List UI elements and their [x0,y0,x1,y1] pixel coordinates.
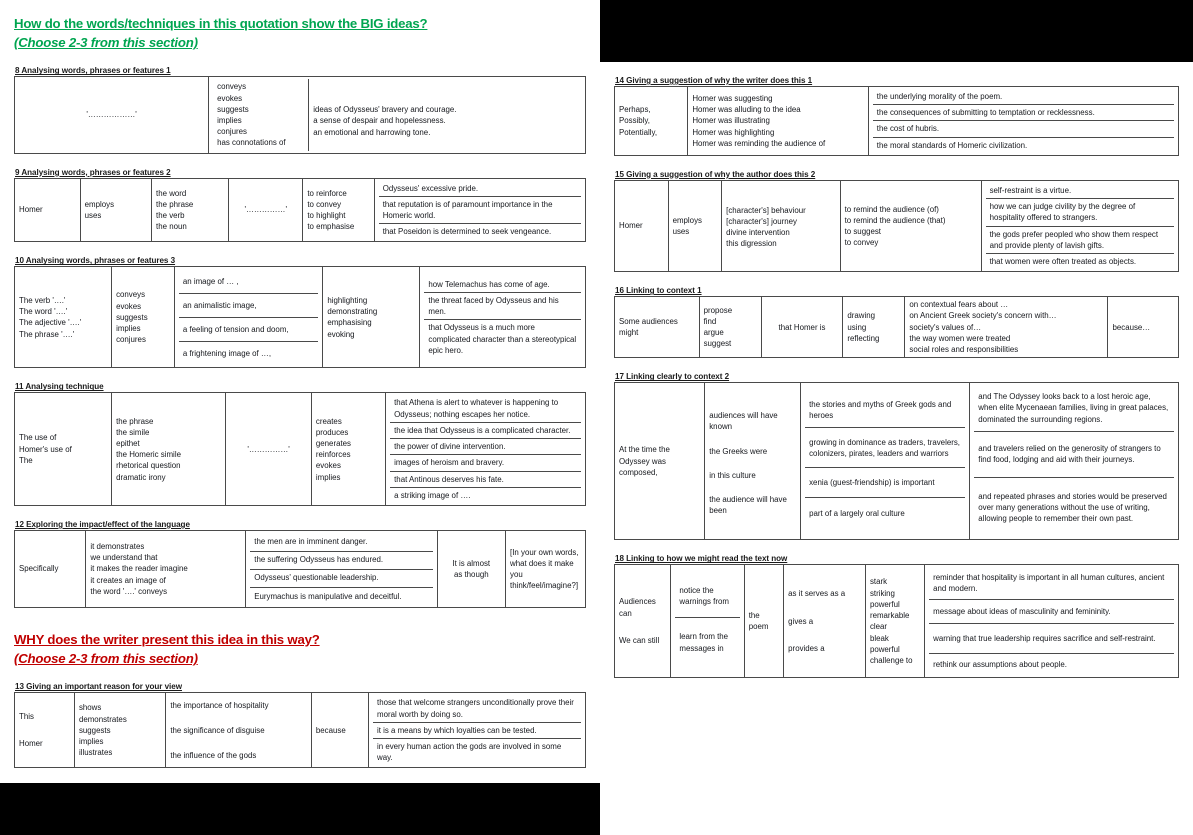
list-item: and travelers relied on the generosity of strangers to find food, lodging and aid with their journeys. [974,431,1174,477]
list-item: to convey [844,238,879,248]
cell-14-ideas [868,87,1178,156]
cell-16-that-homer-is: that Homer is [761,297,843,358]
list-item: message about ideas of masculinity and femininity. [929,599,1174,623]
list-item: reinforces [315,450,351,460]
list-item: implies [116,324,141,334]
list-item: the importance of hospitality [170,700,269,710]
table-caption-18: 18 Linking to how we might read the text now [615,554,788,564]
list-item: provides a [788,643,825,653]
list-item: a sense of despair and hopelessness. [313,116,446,126]
cell-9-verbs [80,178,151,242]
cell-15-devices [722,180,840,271]
section-heading-big-ideas-line1: How do the words/techniques in this quotation show the BIG ideas? [14,16,428,31]
list-item: the audience will have been [709,495,787,516]
list-item: to emphasise [307,222,355,232]
list-item: implies [315,472,341,482]
list-item: this digression [726,239,777,249]
list-item: on Ancient Greek society's concern with… [909,311,1057,321]
list-item: an animalistic image, [179,293,318,317]
table-16 [614,296,1179,358]
table-18 [614,564,1179,678]
cell-17-clauses [705,383,801,540]
cell-9-ideas [374,178,585,242]
table-caption-10: 10 Analysing words, phrases or features 3 [15,256,176,266]
cell-11-subject [15,393,112,506]
list-item: powerful [869,644,900,654]
list-item: Audiences can [619,597,656,618]
list-item: as it serves as a [788,589,846,599]
cell-17-facts [801,383,970,540]
cell-12-prompt [506,531,586,608]
list-item: we understand that [90,553,158,563]
list-item: notice the warnings from [675,575,739,617]
list-item: to remind the audience (that) [844,215,946,225]
list-item: that Poseidon is determined to seek vengeance. [379,224,581,240]
table-row [15,693,586,768]
table-10 [14,266,586,368]
list-item: learn from the messages in [675,617,739,667]
cell-12-effects [246,531,437,608]
cell-15-ideas [981,180,1178,271]
list-item: argue [703,328,724,338]
cell-13-because: because [311,693,368,768]
table-row [15,531,586,608]
list-item: images of heroism and bravery. [390,455,581,471]
list-item: The use of [19,433,57,443]
list-item: clear [869,622,888,632]
list-item: stark [869,577,888,587]
table-row [615,87,1179,156]
list-item: the way women were treated [909,333,1011,343]
table-row [15,178,586,242]
table-18-verbs-inner [675,575,739,667]
document-page-left [0,0,600,783]
table-caption-17: 17 Linking clearly to context 2 [615,372,730,382]
list-item: that Antinous deserves his fate. [390,471,581,487]
list-item: that Athena is alert to whatever is happening to Odysseus; nothing escapes her notice. [390,395,581,422]
list-item: an image of … , [179,269,318,293]
list-item: the idea that Odysseus is a complicated character. [390,422,581,438]
list-item: The verb '….' [19,296,66,306]
list-item: evoking [327,329,355,339]
cell-10-subject [15,267,112,368]
cell-9-subject: Homer [15,178,81,242]
list-item: the simile [116,427,150,437]
list-item: what does it make you [510,558,574,579]
cell-10-images [174,267,322,368]
list-item: how we can judge civility by the degree of hospitality offered to strangers. [986,199,1174,226]
table-17-facts-inner [805,393,965,530]
table-13-inner [373,695,581,765]
table-caption-11: 11 Analysing technique [15,382,104,392]
list-item: it demonstrates [90,541,145,551]
list-item: The word '….' [19,307,68,317]
list-item: and repeated phrases and stories would be preserved over many generations without the use of writing, allowing people to remember their own past. [974,477,1174,537]
list-item: demonstrates [78,714,127,724]
list-item: that women were often treated as objects. [986,253,1174,269]
list-item: to remind the audience (of) [844,204,939,214]
list-item: conjures [217,127,247,137]
list-item: that reputation is of paramount importance in the Homeric world. [379,196,581,223]
cell-18-messages [925,565,1179,678]
table-row [615,180,1179,271]
list-item: [character's] behaviour [726,205,806,215]
list-item: the suffering Odysseus has endured. [250,551,432,569]
cell-8-verbs [213,79,309,150]
list-item: emphasising [327,318,372,328]
list-item: the noun [156,222,187,232]
table-row [615,297,1179,358]
cell-18-verbs [671,565,744,678]
cell-12-as-though [437,531,506,608]
list-item: [In your own words, [510,547,579,557]
cell-13-verbs [74,693,165,768]
list-item: illustrates [78,748,113,758]
cell-11-blank: '……………' [226,393,312,506]
list-item: The phrase '….' [19,329,75,339]
list-item: as though [453,570,489,579]
list-item: propose [703,305,733,315]
table-12 [14,530,586,608]
table-11-inner [390,395,581,503]
list-item: suggests [217,104,249,114]
cell-15-subject: Homer [615,180,669,271]
table-17 [614,382,1179,540]
cell-16-gerunds [843,297,905,358]
list-item: Homer was alluding to the idea [692,105,801,115]
list-item: composed, [619,467,658,477]
list-item: Homer [19,739,43,749]
cell-13-subject [15,693,75,768]
list-item: to reinforce [307,188,347,198]
list-item: Homer was illustrating [692,116,770,126]
list-item: the underlying morality of the poem. [873,89,1174,105]
table-row [615,383,1179,540]
list-item: employs [672,215,702,225]
cell-9-purpose [303,178,374,242]
table-row [615,565,1179,678]
cell-10-ideas [420,267,586,368]
list-item: conveys [217,82,247,92]
table-10-images-inner [179,269,318,365]
table-8-inner [213,79,581,150]
table-9-inner [379,181,581,240]
list-item: that Odysseus is a much more complicated character than a stereotypical epic hero. [424,320,581,358]
list-item: the power of divine intervention. [390,439,581,455]
list-item: the word [156,188,187,198]
list-item: This [19,712,34,722]
list-item: self-restraint is a virtue. [986,183,1174,199]
list-item: think/feel/imagine?] [510,581,579,591]
list-item: conveys [116,290,146,300]
list-item: Possibly, [619,116,650,126]
list-item: the word '….' conveys [90,586,168,596]
list-item: reminder that hospitality is important in all human cultures, ancient and modern. [929,567,1174,599]
section-heading-big-ideas [14,14,586,52]
list-item: Some audiences [619,317,678,327]
cell-9-blank: '……………' [229,178,303,242]
table-11 [14,392,586,506]
list-item: gives a [788,616,814,626]
list-item: the threat faced by Odysseus and his men. [424,293,581,320]
list-item: creates [315,416,342,426]
list-item: Homer's use of [19,444,72,454]
list-item: in every human action the gods are involved in some way. [373,738,581,765]
list-item: the Greeks were [709,446,768,456]
list-item: the verb [156,211,185,221]
list-item: xenia (guest-friendship) is important [805,468,965,498]
list-item: reflecting [847,333,880,343]
list-item: evokes [315,461,341,471]
list-item: generates [315,439,351,449]
list-item: Homer was suggesting [692,93,773,103]
list-item: Homer was reminding the audience of [692,138,826,148]
list-item: society's values of… [909,322,982,332]
list-item: the consequences of submitting to temptation or recklessness. [873,105,1174,121]
list-item: the stories and myths of Greek gods and heroes [805,393,965,428]
cell-18-adjectives [865,565,924,678]
cell-10-highlighting [323,267,420,368]
list-item: the [748,611,760,621]
cell-18-connectives [784,565,866,678]
cell-11-effects [386,393,586,506]
cell-13-reasons [369,693,586,768]
list-item: using [847,322,867,332]
table-caption-9: 9 Analysing words, phrases or features 2 [15,167,171,177]
cell-13-themes [166,693,312,768]
list-item: highlighting [327,296,368,306]
table-8 [14,76,586,153]
list-item: bleak [869,633,889,643]
list-item: It is almost [452,558,491,568]
list-item: has connotations of [217,138,286,148]
list-item: rhetorical question [116,461,181,471]
list-item: epithet [116,439,140,449]
cell-11-techniques [112,393,226,506]
table-15 [614,180,1179,272]
list-item: drawing [847,311,876,321]
table-caption-13: 13 Giving an important reason for your view [15,682,182,692]
list-item: ideas of Odysseus' bravery and courage. [313,105,457,115]
list-item: implies [217,115,242,125]
list-item: At the time the [619,445,670,455]
list-item: the cost of hubris. [873,121,1174,137]
table-row [15,267,586,368]
list-item: part of a largely oral culture [805,498,965,530]
list-item: how Telemachus has come of age. [424,277,581,293]
list-item: challenge to [869,655,913,665]
list-item: the men are in imminent danger. [250,533,432,551]
cell-16-contexts [905,297,1108,358]
list-item: produces [315,427,349,437]
list-item: evokes [116,301,142,311]
list-item: Potentially, [619,127,658,137]
section-heading-why-writer-line2: (Choose 2-3 from this section) [14,651,198,667]
list-item: the influence of the gods [170,750,257,760]
cell-14-clauses [688,87,868,156]
list-item: in this culture [709,470,756,480]
list-item: We can still [619,635,660,645]
list-item: shows [78,703,102,713]
list-item: to suggest [844,227,882,237]
table-row [15,77,586,153]
list-item: rethink our assumptions about people. [929,653,1174,675]
table-15-inner [986,183,1174,269]
list-item: warning that true leadership requires sacrifice and self-restraint. [929,623,1174,653]
table-caption-12: 12 Exploring the impact/effect of the language [15,520,190,529]
list-item: a frightening image of …, [179,341,318,365]
list-item: striking [869,588,895,598]
section-heading-why-writer-line1: WHY does the writer present this idea in this way? [14,632,320,647]
list-item: Odysseus' questionable leadership. [250,569,432,587]
list-item: powerful [869,599,900,609]
list-item: those that welcome strangers unconditionally prove their moral worth by doing so. [373,695,581,722]
list-item: the phrase [116,416,154,426]
table-17-elab-inner [974,385,1174,537]
list-item: on contextual fears about … [909,300,1009,310]
list-item: to highlight [307,211,346,221]
table-13 [14,692,586,768]
black-backdrop-bottom-left [0,783,600,835]
list-item: The [19,455,33,465]
list-item: Homer was highlighting [692,127,775,137]
table-caption-8: 8 Analysing words, phrases or features 1 [15,66,171,76]
cell-14-hedges [615,87,688,156]
table-9 [14,178,586,243]
list-item: the moral standards of Homeric civilization. [873,137,1174,153]
list-item: suggest [703,339,732,349]
list-item: Perhaps, [619,105,651,115]
list-item: to convey [307,199,342,209]
table-caption-14: 14 Giving a suggestion of why the writer does this 1 [615,76,813,85]
list-item: divine intervention [726,228,790,238]
list-item: conjures [116,335,146,345]
table-18-inner [929,567,1174,675]
list-item: social roles and responsibilities [909,345,1019,355]
cell-15-verbs [668,180,722,271]
list-item: evokes [217,93,243,103]
cell-11-verbs [311,393,385,506]
table-caption-16: 16 Linking to context 1 [615,286,702,296]
list-item: and The Odyssey looks back to a lost heroic age, when elite Mycenaean families, living in great palaces, dominated the surrounding regions. [974,385,1174,431]
list-item: growing in dominance as traders, travelers, colonizers, pirates, leaders and warriors [805,428,965,468]
list-item: a feeling of tension and doom, [179,317,318,341]
list-item: it is a means by which loyalties can be tested. [373,722,581,738]
cell-10-verbs [112,267,175,368]
list-item: poem [748,622,769,632]
list-item: the Homeric simile [116,450,181,460]
list-item: suggests [116,312,148,322]
list-item: an emotional and harrowing tone. [313,127,431,137]
table-14-inner [873,89,1174,153]
cell-12-verbs [86,531,246,608]
list-item: might [619,328,639,338]
list-item: the gods prefer peopled who show them respect and provide plenty of lavish gifts. [986,226,1174,253]
cell-17-elaborations [970,383,1179,540]
list-item: the phrase [156,199,194,209]
list-item: suggests [78,725,111,735]
list-item: dramatic irony [116,472,166,482]
cell-8-blank: '………………' [15,77,209,153]
list-item: The adjective '….' [19,318,82,328]
table-row [15,393,586,506]
table-10-ideas-inner [424,277,581,358]
section-heading-why-writer [14,630,586,668]
list-item: Odyssey was [619,456,666,466]
list-item: uses [84,211,102,221]
list-item: find [703,317,717,327]
cell-15-purpose [840,180,981,271]
list-item: implies [78,736,104,746]
list-item: the significance of disguise [170,725,265,735]
cell-17-timeframe [615,383,705,540]
table-14 [614,86,1179,156]
document-page-right [600,62,1193,835]
cell-8-effects [309,79,581,150]
list-item: [character's] journey [726,216,797,226]
section-heading-big-ideas-line2: (Choose 2-3 from this section) [14,35,198,51]
cell-18-object [744,565,783,678]
list-item: employs [84,199,115,209]
cell-16-because: because… [1108,297,1179,358]
list-item: audiences will have known [709,411,778,432]
cell-8-split [209,77,586,153]
cell-16-verbs [699,297,761,358]
list-item: it makes the reader imagine [90,564,188,574]
list-item: a striking image of …. [390,487,581,503]
list-item: uses [672,227,690,237]
list-item: Odysseus' excessive pride. [379,181,581,197]
list-item: remarkable [869,611,910,621]
cell-16-subject [615,297,700,358]
cell-18-subject [615,565,671,678]
list-item: Eurymachus is manipulative and deceitful. [250,587,432,605]
cell-9-nouns [152,178,229,242]
table-caption-15: 15 Giving a suggestion of why the author does this 2 [615,169,816,179]
cell-12-specifically: Specifically [15,531,86,608]
black-backdrop-top-right [600,0,1193,62]
list-item: demonstrating [327,307,378,317]
table-12-inner [250,533,432,605]
list-item: it creates an image of [90,575,166,585]
